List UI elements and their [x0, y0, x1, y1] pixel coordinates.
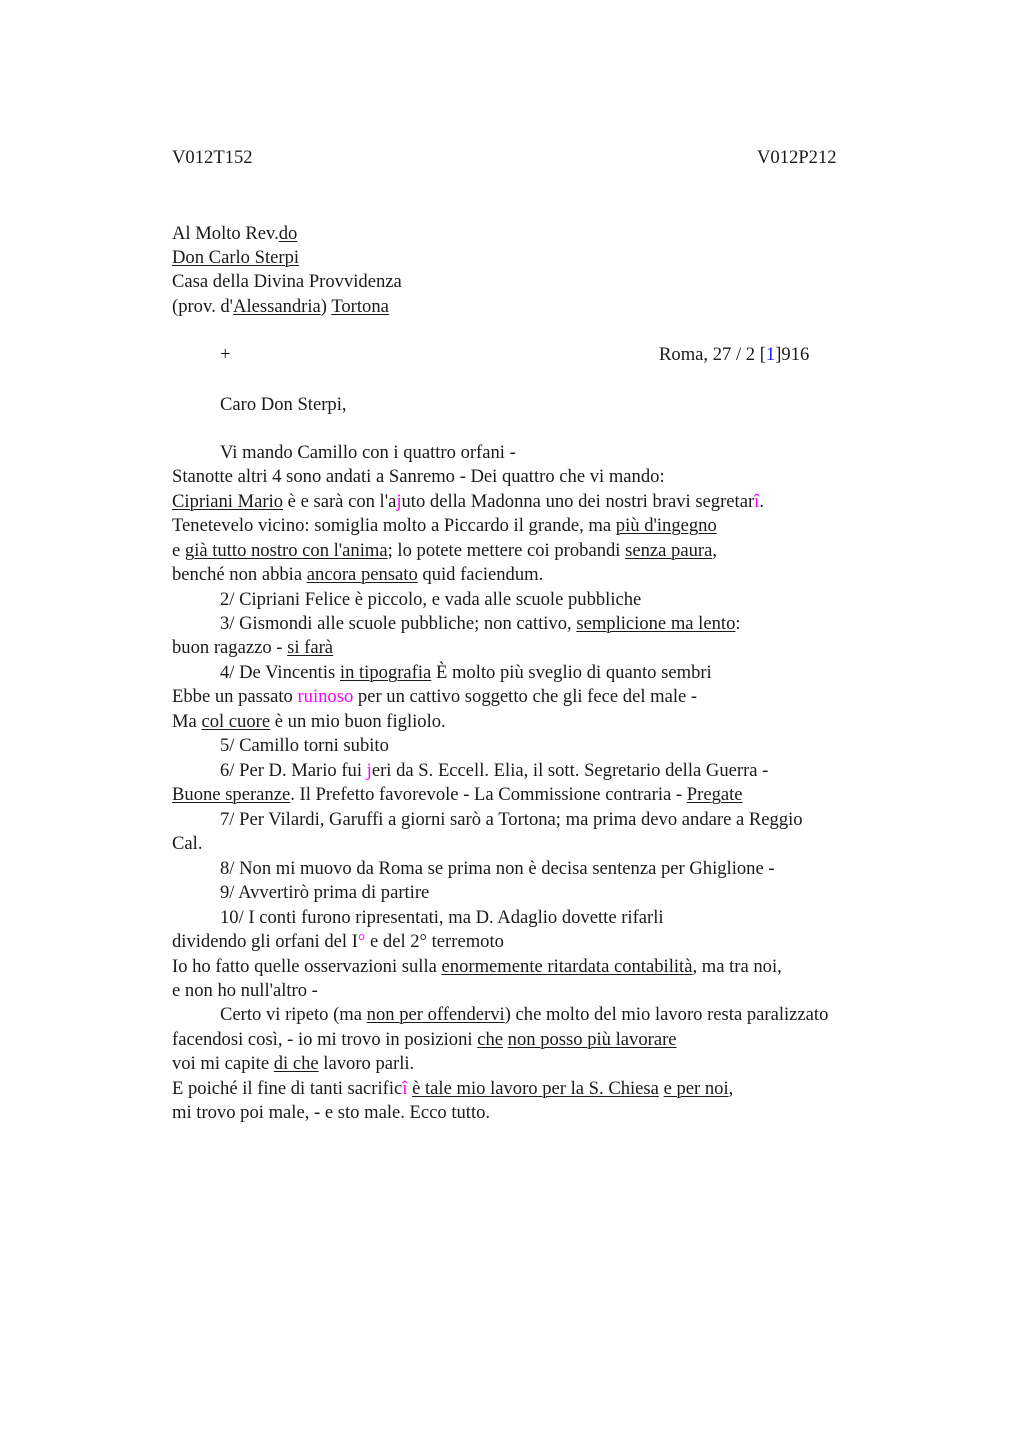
- body-line: Tenetevelo vicino: somiglia molto a Piccardo il grande, ma più d'ingegno: [172, 515, 717, 536]
- body-line: mi trovo poi male, - e sto male. Ecco tutto.: [172, 1102, 491, 1123]
- archive-code-right: V012P212: [757, 147, 837, 168]
- body-line: voi mi capite di che lavoro parli.: [172, 1053, 415, 1074]
- body-line: 10/ I conti furono ripresentati, ma D. Adaglio dovette rifarli: [220, 907, 664, 928]
- address-line-3: Casa della Divina Provvidenza: [172, 271, 402, 292]
- body-line: Cipriani Mario è e sarà con l'ajuto della Madonna uno dei nostri bravi segretarî.: [172, 491, 764, 512]
- salutation: Caro Don Sterpi,: [220, 394, 347, 415]
- cross-mark: +: [220, 344, 231, 365]
- body-line: 6/ Per D. Mario fui jeri da S. Eccell. Elia, il sott. Segretario della Guerra -: [220, 760, 769, 781]
- body-line: 3/ Gismondi alle scuole pubbliche; non cattivo, semplicione ma lento:: [220, 613, 741, 634]
- archive-code-left: V012T152: [172, 147, 253, 168]
- body-line: Cal.: [172, 833, 203, 854]
- body-line: Io ho fatto quelle osservazioni sulla enormemente ritardata contabilità, ma tra noi,: [172, 956, 782, 977]
- body-line: 9/ Avvertirò prima di partire: [220, 882, 430, 903]
- body-line: E poiché il fine di tanti sacrificî è tale mio lavoro per la S. Chiesa e per noi,: [172, 1078, 734, 1099]
- dateline: Roma, 27 / 2 [1]916: [659, 344, 810, 365]
- body-line: 4/ De Vincentis in tipografia È molto più sveglio di quanto sembri: [220, 662, 712, 683]
- body-line: e già tutto nostro con l'anima; lo potete mettere coi probandi senza paura,: [172, 540, 717, 561]
- body-line: 8/ Non mi muovo da Roma se prima non è decisa sentenza per Ghiglione -: [220, 858, 775, 879]
- address-line-1: Al Molto Rev.do: [172, 223, 298, 244]
- body-line: 5/ Camillo torni subito: [220, 735, 389, 756]
- body-line: e non ho null'altro -: [172, 980, 318, 1001]
- body-line: Ebbe un passato ruinoso per un cattivo soggetto che gli fece del male -: [172, 686, 698, 707]
- body-line: dividendo gli orfani del I° e del 2° terremoto: [172, 931, 504, 952]
- address-line-4: (prov. d'Alessandria) Tortona: [172, 296, 389, 317]
- body-line: benché non abbia ancora pensato quid faciendum.: [172, 564, 544, 585]
- address-line-2: Don Carlo Sterpi: [172, 247, 300, 268]
- body-line: buon ragazzo - si farà: [172, 637, 334, 658]
- body-line: 2/ Cipriani Felice è piccolo, e vada alle scuole pubbliche: [220, 589, 642, 610]
- body-line: 7/ Per Vilardi, Garuffi a giorni sarò a Tortona; ma prima devo andare a Reggio: [220, 809, 803, 830]
- body-line: Certo vi ripeto (ma non per offendervi) che molto del mio lavoro resta paralizzato: [220, 1004, 829, 1025]
- body-line: Stanotte altri 4 sono andati a Sanremo - Dei quattro che vi mando:: [172, 466, 665, 487]
- body-line: Buone speranze. Il Prefetto favorevole - La Commissione contraria - Pregate: [172, 784, 743, 805]
- body-line: Ma col cuore è un mio buon figliolo.: [172, 711, 446, 732]
- body-line: Vi mando Camillo con i quattro orfani -: [220, 442, 516, 463]
- body-line: facendosi così, - io mi trovo in posizioni che non posso più lavorare: [172, 1029, 677, 1050]
